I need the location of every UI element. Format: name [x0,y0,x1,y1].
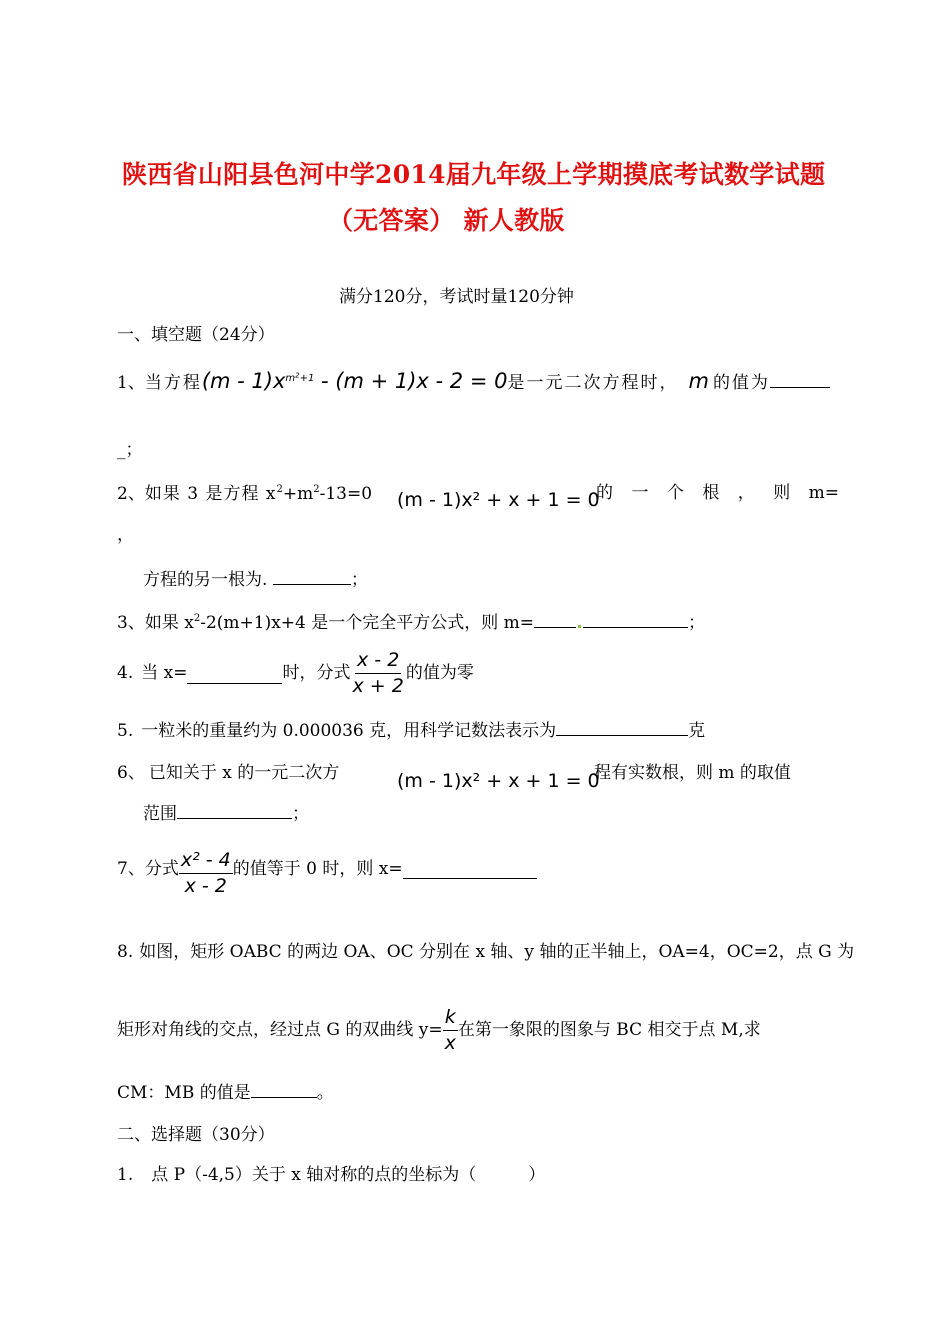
question-text: 是一元二次方程时， [507,373,679,393]
question-2: 2、如果 3 是方程 $x^2+m^2-13=0$ [117,484,373,504]
section-heading: 一、填空题（24分） [117,325,275,345]
answer-blank[interactable] [177,817,292,819]
answer-blank[interactable] [770,386,830,388]
section-heading: 二、选择题（30分） [117,1125,275,1145]
question-number: 2、 [117,484,145,504]
question-text: 的值为 [712,373,770,393]
answer-blank[interactable] [583,626,688,628]
question-2-line2: 方程的另一根为. ； [143,570,368,590]
question-number: 1、 [117,373,145,393]
question-6: 6、 已知关于 x 的一元二次方 [117,763,340,783]
question-2-comma: ， [117,525,134,545]
equation: $(m - 1)x^{m^2+1} - (m + 1)x - 2 = 0$ [201,369,508,393]
answer-blank-end: _； [117,440,143,460]
equation: (m - 1)x² + x + 1 = 0 [397,770,600,792]
question-2-tail: 的 一 个 根 ， 则 m= [596,483,839,503]
page-title: 陕西省山阳县色河中学2014届九年级上学期摸底考试数学试题 [122,160,826,189]
fraction: $\frac{k}{x}$ [444,1006,456,1054]
exam-info: 满分120分，考试时量120分钟 [339,287,574,307]
question-8-line3: CM：MB 的值是 。 [117,1083,334,1103]
choice-question-1: 1. 点 P（-4,5）关于 x 轴对称的点的坐标为（ ） [117,1165,546,1185]
answer-blank[interactable] [187,682,282,684]
question-1 [117,371,830,392]
fraction: $\frac{x - 2}{x + 2}$ [352,649,404,697]
question-3: 3、如果 $x^2-2(m+1)x+4$ 是一个完全平方公式，则 m= ； [117,613,706,633]
question-7: 7、 分式 $\frac{\text{x² - 4}}{x - 2}$ 的值等于 0 时，则 x= [117,851,537,896]
answer-blank[interactable] [534,626,576,628]
page-subtitle: （无答案） 新人教版 [328,206,565,235]
equation: (m - 1)x² + x + 1 = 0 [397,489,600,511]
question-6-line2: 范围 ； [143,804,309,824]
question-4: 4. 当 x= 时，分式 $\frac{x - 2}{x + 2}$ 的值为零 [117,649,474,697]
question-8: 8. 如图，矩形 OABC 的两边 OA、OC 分别在 x 轴、y 轴的正半轴上，OA=4，OC=2，点 G 为 [117,942,855,962]
question-5: 5. 一粒米的重量约为 0.000036 克，用科学记数法表示为 克 [117,721,706,741]
question-text: 当方程 [144,373,202,393]
answer-blank[interactable] [251,1096,317,1098]
question-text: 如果 3 是方程 x [144,484,277,504]
question-8-line2: 矩形对角线的交点，经过点 G 的双曲线 y= $\frac{k}{x}$ 在第一象限的图象与 BC 相交于点 M,求 [117,1006,761,1054]
question-6-suffix: 程有实数根，则 m 的取值 [594,763,791,783]
answer-blank[interactable] [273,583,351,585]
variable: m [688,369,709,393]
fraction: $\frac{\text{x² - 4}}{x - 2}$ [180,849,231,897]
answer-blank[interactable] [556,734,688,736]
answer-blank[interactable] [403,877,537,879]
